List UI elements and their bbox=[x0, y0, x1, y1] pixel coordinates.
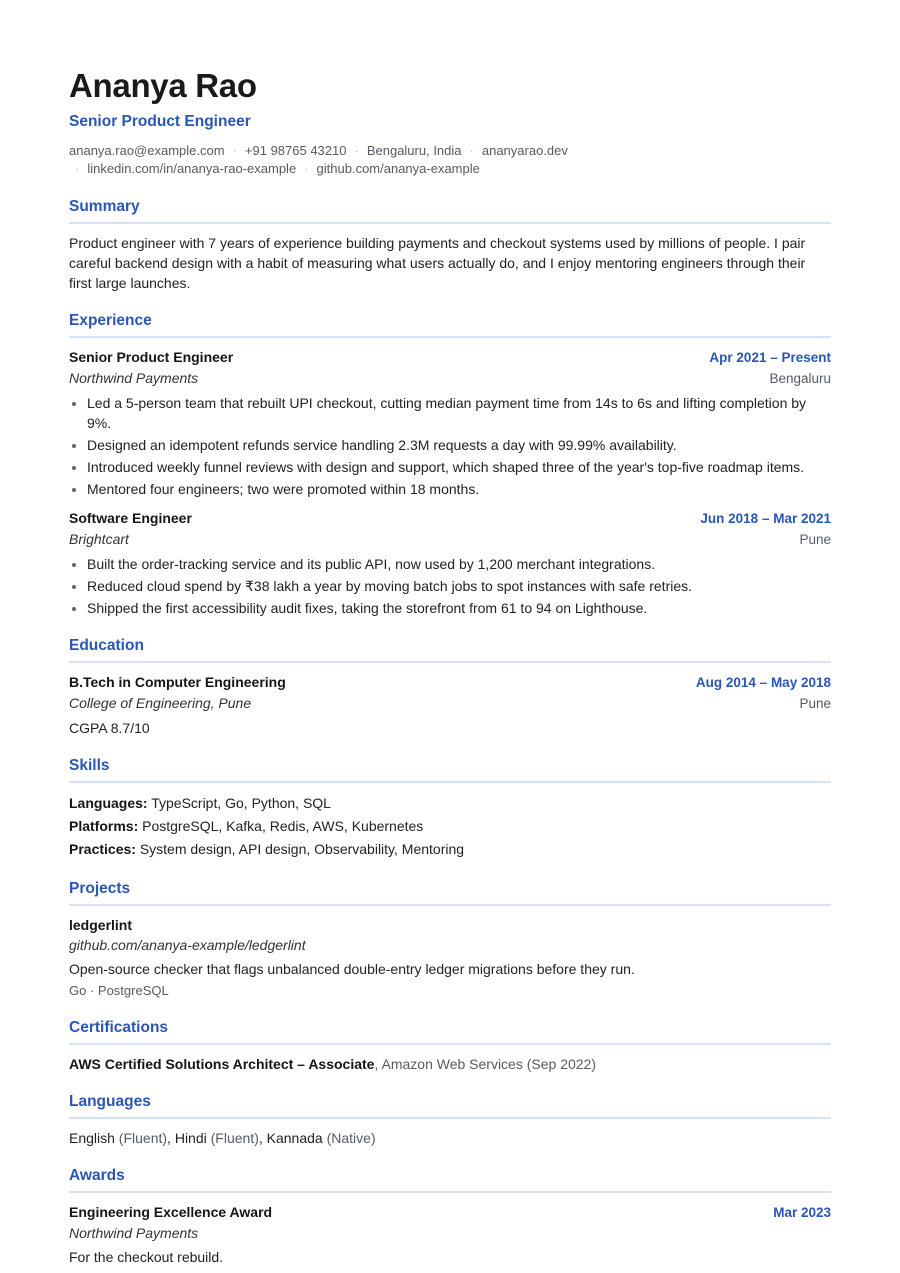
separator: · bbox=[75, 161, 80, 176]
job-dates: Apr 2021 – Present bbox=[709, 350, 831, 365]
language-name: Hindi bbox=[174, 1130, 207, 1146]
award-name: Engineering Excellence Award bbox=[69, 1204, 273, 1220]
bullet-item: • Led a 5-person team that rebuilt UPI checkout, cutting median payment time from 14s to 6s and lifting completion by 9%. bbox=[87, 393, 831, 433]
experience-section bbox=[69, 311, 831, 618]
language-level: (Fluent) bbox=[206, 1130, 259, 1146]
candidate-name: Ananya Rao bbox=[69, 67, 257, 104]
separator: · bbox=[304, 161, 309, 176]
contact-website[interactable]: ananyarao.dev bbox=[481, 143, 568, 158]
education-detail: CGPA 8.7/10 bbox=[69, 720, 150, 736]
skill-group bbox=[69, 792, 831, 815]
certification-name: AWS Certified Solutions Architect – Associate bbox=[69, 1056, 375, 1072]
section-title: Projects bbox=[69, 879, 831, 906]
project-description: Open-source checker that flags unbalanced double-entry ledger migrations before they run. bbox=[69, 961, 635, 977]
skill-label: Platforms: bbox=[69, 818, 139, 834]
separator: · bbox=[354, 143, 359, 158]
experience-entry bbox=[69, 347, 831, 499]
bullet-item: • Introduced weekly funnel reviews with design and support, which shaped three of the year's top-five roadmap items. bbox=[87, 457, 831, 477]
bullet-item: • Designed an idempotent refunds service handling 2.3M requests a day with 99.99% availability. bbox=[87, 435, 831, 455]
language-name: English bbox=[69, 1130, 115, 1146]
job-dates: Jun 2018 – Mar 2021 bbox=[700, 511, 831, 526]
section-title: Awards bbox=[69, 1166, 831, 1193]
candidate-headline: Senior Product Engineer bbox=[69, 113, 251, 130]
award-org: Northwind Payments bbox=[69, 1225, 199, 1241]
job-title: Software Engineer bbox=[69, 510, 192, 526]
education-section bbox=[69, 636, 831, 738]
skill-group bbox=[69, 838, 831, 861]
contact-location: Bengaluru, India bbox=[366, 143, 462, 158]
project-tech: Go · PostgreSQL bbox=[69, 983, 169, 998]
section-title: Experience bbox=[69, 311, 831, 338]
contact-github[interactable]: github.com/ananya-example bbox=[316, 161, 480, 176]
bullet-item: • Mentored four engineers; two were promoted within 18 months. bbox=[87, 479, 831, 499]
project-entry bbox=[69, 915, 831, 1000]
bullet-item: • Reduced cloud spend by ₹38 lakh a year by moving batch jobs to spot instances with safe retries. bbox=[87, 576, 831, 596]
section-title: Summary bbox=[69, 197, 831, 224]
awards-section bbox=[69, 1166, 831, 1267]
school-location: Pune bbox=[799, 696, 831, 711]
skill-label: Languages: bbox=[69, 795, 148, 811]
skill-values: PostgreSQL, Kafka, Redis, AWS, Kubernetes bbox=[142, 818, 424, 834]
separator: · bbox=[469, 143, 474, 158]
language-level: (Native) bbox=[322, 1130, 376, 1146]
project-name: ledgerlint bbox=[69, 917, 133, 933]
job-title: Senior Product Engineer bbox=[69, 349, 234, 365]
project-link[interactable]: github.com/ananya-example/ledgerlint bbox=[69, 937, 306, 953]
summary-section bbox=[69, 197, 831, 293]
projects-section bbox=[69, 879, 831, 1000]
language-list bbox=[69, 1128, 831, 1148]
certification-issuer: , Amazon Web Services (Sep 2022) bbox=[374, 1056, 597, 1072]
separator: · bbox=[232, 143, 237, 158]
bullet-item: • Shipped the first accessibility audit fixes, taking the storefront from 61 to 94 on Lighthouse. bbox=[87, 598, 831, 618]
education-dates: Aug 2014 – May 2018 bbox=[695, 675, 831, 690]
section-title: Education bbox=[69, 636, 831, 663]
company-name: Northwind Payments bbox=[69, 370, 199, 386]
skill-values: System design, API design, Observability, Mentoring bbox=[139, 841, 465, 857]
contact-linkedin[interactable]: linkedin.com/in/ananya-rao-example bbox=[87, 161, 297, 176]
skill-label: Practices: bbox=[69, 841, 136, 857]
award-date: Mar 2023 bbox=[773, 1205, 831, 1220]
section-title: Languages bbox=[69, 1092, 831, 1119]
language-separator: , bbox=[167, 1130, 175, 1146]
languages-section bbox=[69, 1092, 831, 1148]
experience-entry bbox=[69, 508, 831, 618]
award-entry bbox=[69, 1202, 831, 1267]
award-detail: For the checkout rebuild. bbox=[69, 1249, 224, 1265]
skill-group bbox=[69, 815, 831, 838]
section-title: Certifications bbox=[69, 1018, 831, 1045]
job-location: Bengaluru bbox=[769, 371, 831, 386]
degree-title: B.Tech in Computer Engineering bbox=[69, 674, 286, 690]
contact-phone[interactable]: +91 98765 43210 bbox=[244, 143, 347, 158]
skills-section bbox=[69, 756, 831, 861]
bullet-list bbox=[69, 393, 831, 499]
job-location: Pune bbox=[799, 532, 831, 547]
company-name: Brightcart bbox=[69, 531, 129, 547]
school-name: College of Engineering, Pune bbox=[69, 695, 252, 711]
certifications-section bbox=[69, 1018, 831, 1074]
language-level: (Fluent) bbox=[114, 1130, 168, 1146]
language-separator: , bbox=[258, 1130, 267, 1146]
contact-email[interactable]: ananya.rao@example.com bbox=[69, 143, 225, 158]
section-title: Skills bbox=[69, 756, 831, 783]
certification-item bbox=[69, 1054, 831, 1074]
bullet-item: • Built the order-tracking service and its public API, now used by 1,200 merchant integrations. bbox=[87, 554, 831, 574]
skill-values: TypeScript, Go, Python, SQL bbox=[151, 795, 331, 811]
education-entry bbox=[69, 672, 831, 738]
contact-info bbox=[69, 142, 831, 178]
bullet-list bbox=[69, 554, 831, 618]
summary-text: Product engineer with 7 years of experience building payments and checkout systems used by millions of people. I pair careful backend design with a habit of measuring what users actually do, and I enjoy mentoring engineers through their first large launches. bbox=[69, 235, 806, 291]
language-name: Kannada bbox=[266, 1130, 323, 1146]
